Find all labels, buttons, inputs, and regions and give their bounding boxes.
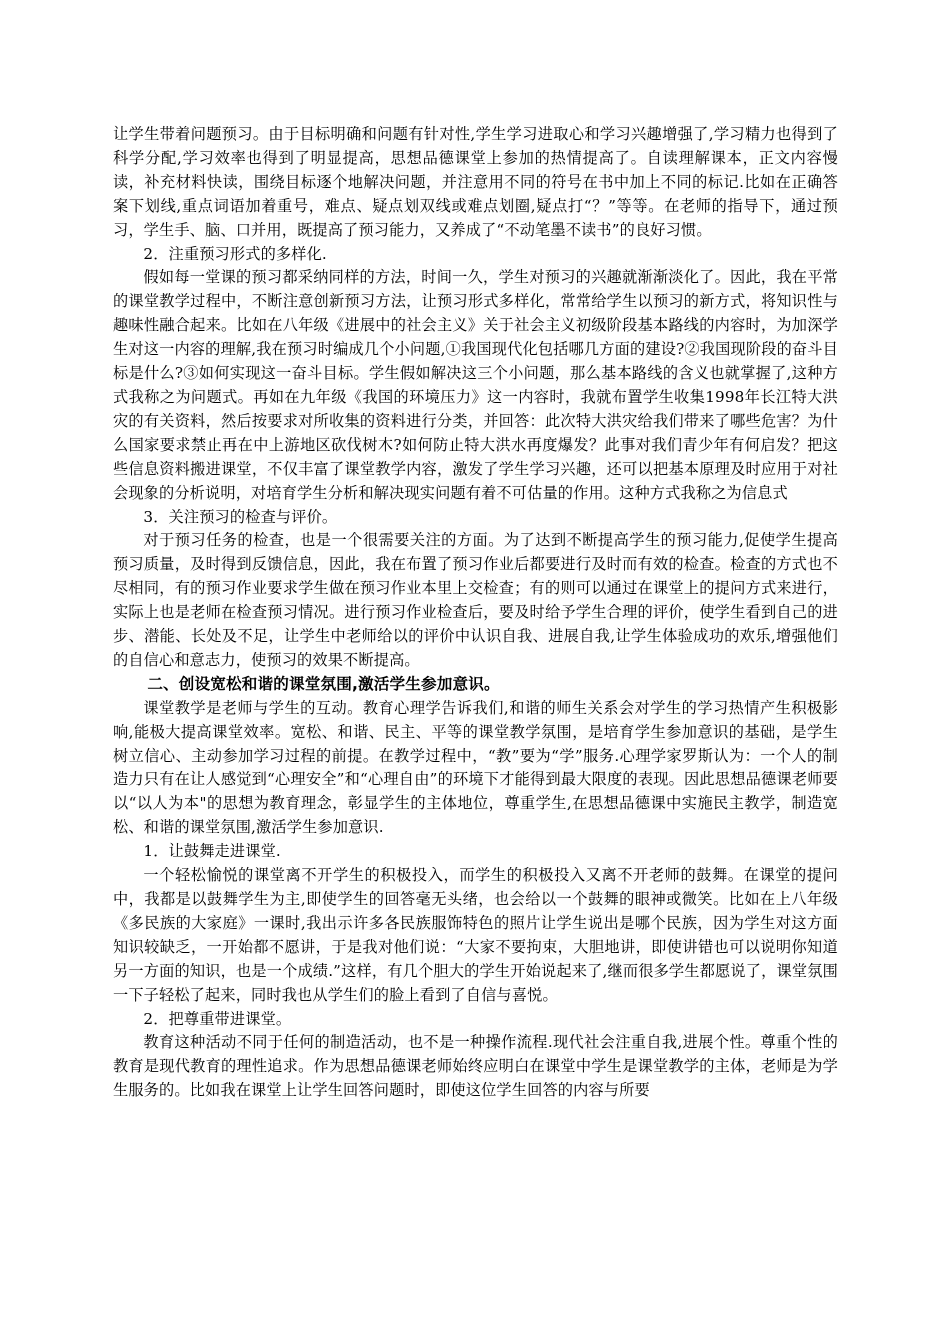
subheading-encouragement: 1．让鼓舞走进课堂. <box>143 842 281 861</box>
section-heading: 二、创设宽松和谐的课堂氛围,激活学生参加意识。 <box>147 674 500 693</box>
paragraph-preview-variety: 假如每一堂课的预习都采纳同样的方法，时间一久，学生对预习的兴趣就渐渐淡化了。因此，我在平常的课堂教学过程中，不断注意创新预习方法，让预习形式多样化，常常给学生以预习的新方式，将知识性与趣味性融合起来。比如在八年级《进展中的社会主义》关于社会主义初级阶段基本路线的内容时，为加深学生对这一内容的理解,我在预习时编成几个小问题,①我国现代化包括哪几方面的建设?②我国现阶段的奋斗目标是什么?③如何实现这一奋斗目标。学生假如解决这三个小问题，那么基本路线的含义也就掌握了,这种方式我称之为问题式。再如在九年级《我国的环境压力》这一内容时，我就布置学生收集1998年长江特大洪灾的有关资料，然后按要求对所收集的资料进行分类，并回答：此次特大洪灾给我们带来了哪些危害？为什么国家要求禁止再在中上游地区砍伐树木?如何防止特大洪水再度爆发？此事对我们青少年有何启发？把这些信息资料搬进课堂，不仅丰富了课堂教学内容，激发了学生学习兴趣，还可以把基本原理及时应用于对社会现象的分析说明，对培育学生分析和解决现实问题有着不可估量的作用。这种方式我称之为信息式 <box>113 268 838 502</box>
subheading-preview-check: 3．关注预习的检查与评价。 <box>143 507 338 526</box>
paragraph-preview-check: 对于预习任务的检查，也是一个很需要关注的方面。为了达到不断提高学生的预习能力,促使学生提高预习质量，及时得到反馈信息，因此，我在布置了预习作业后都要进行及时而有效的检查。检查的方式也不尽相同，有的预习作业要求学生做在预习作业本里上交检查；有的则可以通过在课堂上的提问方式来进行，实际上也是老师在检查预习情况。进行预习作业检查后，要及时给予学生合理的评价，使学生看到自己的进步、潜能、长处及不足，让学生中老师给以的评价中认识自我、进展自我,让学生体验成功的欢乐,增强他们的自信心和意志力，使预习的效果不断提高。 <box>113 531 838 669</box>
paragraph-classroom-atmosphere: 课堂教学是老师与学生的互动。教育心理学告诉我们,和谐的师生关系会对学生的学习热情产生积极影响,能极大提高课堂效率。宽松、和谐、民主、平等的课堂教学氛围，是培育学生参加意识的基础，是学生树立信心、主动参加学习过程的前提。在教学过程中，“教”要为“学”服务.心理学家罗斯认为：一个人的制造力只有在让人感觉到“心理安全”和“心理自由”的环境下才能得到最大限度的表现。因此思想品德课老师要以“以人为本"的思想为教育理念，彰显学生的主体地位，尊重学生,在思想品德课中实施民主教学，制造宽松、和谐的课堂氛围,激活学生参加意识. <box>113 698 838 837</box>
paragraph-encouragement: 一个轻松愉悦的课堂离不开学生的积极投入，而学生的积极投入又离不开老师的鼓舞。在课堂的提问中，我都是以鼓舞学生为主,即使学生的回答毫无头绪，也会给以一个鼓舞的眼神或微笑。比如在上八年级《多民族的大家庭》一课时,我出示许多各民族服饰特色的照片让学生说出是哪个民族，因为学生对这方面知识较缺乏，一开始都不愿讲，于是我对他们说：“大家不要拘束，大胆地讲，即使讲错也可以说明你知道另一方面的知识，也是一个成绩.”这样，有几个胆大的学生开始说起来了,继而很多学生都愿说了，课堂氛围一下子轻松了起来，同时我也从学生们的脸上看到了自信与喜悦。 <box>113 866 838 1004</box>
subheading-preview-variety: 2．注重预习形式的多样化. <box>143 244 327 263</box>
subheading-respect: 2．把尊重带进课堂。 <box>143 1009 292 1028</box>
document-body <box>113 123 838 1103</box>
paragraph-preview-intro: 让学生带着问题预习。由于目标明确和问题有针对性,学生学习进取心和学习兴趣增强了,学习精力也得到了科学分配,学习效率也得到了明显提高，思想品德课堂上参加的热情提高了。自读理解课本，正文内容慢读，补充材料快读，围绕目标逐个地解决问题，并注意用不同的符号在书中加上不同的标记.比如在正确答案下划线,重点词语加着重号，难点、疑点划双线或难点划圈,疑点打“？”等等。在老师的指导下，通过预习，学生手、脑、口并用，既提高了预习能力，又养成了“不动笔墨不读书”的良好习惯。 <box>113 125 838 239</box>
paragraph-respect: 教育这种活动不同于任何的制造活动，也不是一种操作流程.现代社会注重自我,进展个性。尊重个性的教育是现代教育的理性追求。作为思想品德课老师始终应明白在课堂中学生是课堂教学的主体，老师是为学生服务的。比如我在课堂上让学生回答问题时，即使这位学生回答的内容与所要 <box>113 1033 838 1100</box>
